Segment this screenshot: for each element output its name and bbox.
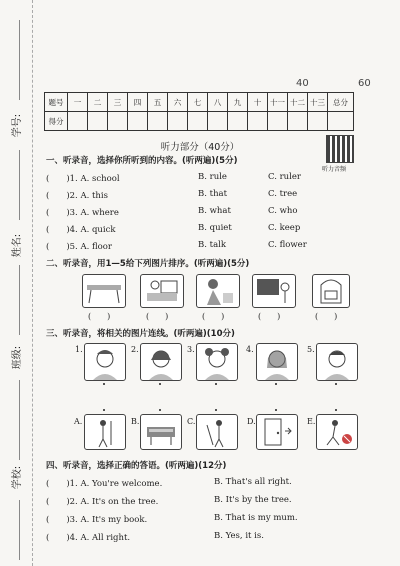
score-label-cell: 得分: [45, 112, 68, 131]
score-input-cell[interactable]: [228, 112, 248, 131]
option-a: ( )4. A. quick: [46, 225, 116, 235]
answer-paren[interactable]: ( ): [146, 312, 169, 321]
score-header-cell: 九: [228, 93, 248, 112]
score-input-cell[interactable]: [288, 112, 308, 131]
picture-number: 3.: [187, 345, 195, 354]
girl-face-icon: [141, 344, 181, 380]
picture-letter: C.: [187, 417, 196, 426]
option-b: B. what: [198, 206, 231, 216]
score-header-row: [45, 93, 354, 112]
no-running-icon: [317, 415, 357, 449]
connect-dot[interactable]: [275, 409, 277, 411]
score-input-cell[interactable]: [68, 112, 88, 131]
line-school-2: [19, 500, 20, 560]
score-header-cell: 题号: [45, 93, 68, 112]
section-4-title: 四、听录音，选择正确的答语。(听两遍)(12分): [46, 461, 227, 471]
line-student-id: [19, 20, 20, 100]
picture-letter: A.: [74, 417, 83, 426]
score-header-cell: 五: [148, 93, 168, 112]
picture-e-no-running: [316, 414, 358, 450]
label-name: 姓名:: [12, 233, 24, 258]
score-header-cell: 总分: [328, 93, 354, 112]
connect-dot[interactable]: [275, 383, 277, 385]
connect-dot[interactable]: [103, 383, 105, 385]
score-header-cell: 十三: [308, 93, 328, 112]
door-icon: [257, 415, 297, 449]
picture-a-sweep: [84, 414, 126, 450]
option-c: C. ruler: [268, 172, 301, 182]
qr-label: 听力音频: [322, 166, 347, 173]
option-a: ( )3. A. It's my book.: [46, 515, 148, 525]
line-name: [19, 150, 20, 220]
option-b: B. that: [198, 189, 228, 199]
score-value-row: [45, 112, 354, 131]
option-b: B. Yes, it is.: [214, 531, 264, 541]
score-input-cell[interactable]: [168, 112, 188, 131]
score-header-cell: 一: [68, 93, 88, 112]
qr-code-icon[interactable]: [326, 135, 354, 163]
picture-letter: B.: [131, 417, 140, 426]
answer-paren[interactable]: ( ): [202, 312, 225, 321]
section-3-title: 三、听录音，将相关的图片连线。(听两遍)(10分): [46, 329, 235, 339]
score-input-cell[interactable]: [128, 112, 148, 131]
score-input-cell[interactable]: [108, 112, 128, 131]
score-table: [44, 92, 354, 131]
connect-dot[interactable]: [159, 409, 161, 411]
picture-desk: [82, 274, 126, 308]
section-2-title: 二、听录音，用1—5给下列图片排序。(听两遍)(5分): [46, 259, 250, 269]
answer-paren[interactable]: ( ): [258, 312, 281, 321]
person-broom-icon: [197, 415, 237, 449]
picture-b-desk: [140, 414, 182, 450]
score-input-cell[interactable]: [328, 112, 354, 131]
connect-dot[interactable]: [215, 409, 217, 411]
picture-girl-2: [140, 343, 182, 381]
score-input-cell[interactable]: [148, 112, 168, 131]
picture-number: 2.: [131, 345, 139, 354]
option-c: C. tree: [268, 189, 298, 199]
binding-line: [32, 0, 33, 566]
line-class: [19, 265, 20, 335]
option-c: C. flower: [268, 240, 307, 250]
picture-boy-1: [84, 343, 126, 381]
option-b: B. rule: [198, 172, 227, 182]
boy-reading-icon: [141, 275, 183, 307]
score-header-cell: 八: [208, 93, 228, 112]
score-header-cell: 六: [168, 93, 188, 112]
option-a: ( )2. A. this: [46, 191, 108, 201]
picture-number: 5.: [307, 345, 315, 354]
label-class: 班级:: [12, 345, 24, 370]
desk-icon: [141, 415, 181, 449]
picture-letter: D.: [247, 417, 256, 426]
option-c: C. keep: [268, 223, 301, 233]
score-header-cell: 二: [88, 93, 108, 112]
option-b: B. quiet: [198, 223, 232, 233]
option-c: C. who: [268, 206, 298, 216]
option-b: B. That is my mum.: [214, 513, 298, 523]
boy-face-icon: [317, 344, 357, 380]
score-input-cell[interactable]: [88, 112, 108, 131]
connect-dot[interactable]: [215, 383, 217, 385]
answer-paren[interactable]: ( ): [315, 312, 338, 321]
option-a: ( )5. A. floor: [46, 242, 112, 252]
boy-face-icon: [85, 344, 125, 380]
girl-face-icon: [197, 344, 237, 380]
line-school: [19, 380, 20, 460]
option-b: B. It's by the tree.: [214, 495, 292, 505]
score-header-cell: 四: [128, 93, 148, 112]
score-input-cell[interactable]: [188, 112, 208, 131]
picture-schoolbag: [312, 274, 350, 308]
section-1-title: 一、听录音，选择你所听到的内容。(听两遍)(5分): [46, 156, 238, 166]
score-header-cell: 十: [248, 93, 268, 112]
picture-boy-5: [316, 343, 358, 381]
picture-number: 1.: [75, 345, 83, 354]
picture-letter: E.: [307, 417, 316, 426]
score-input-cell[interactable]: [208, 112, 228, 131]
option-b: B. talk: [198, 240, 227, 250]
score-input-cell[interactable]: [268, 112, 288, 131]
schoolbag-icon: [313, 275, 349, 307]
picture-blackboard: [252, 274, 296, 308]
connect-dot[interactable]: [335, 409, 337, 411]
listening-title: 听力部分（40分）: [160, 142, 240, 153]
score-header-cell: 三: [108, 93, 128, 112]
score-header-cell: 十二: [288, 93, 308, 112]
picture-number: 4.: [246, 345, 254, 354]
connect-dot[interactable]: [103, 409, 105, 411]
desk-icon: [83, 275, 125, 307]
picture-girl-3: [196, 343, 238, 381]
handwritten-b: 60: [358, 78, 371, 89]
label-school: 学校:: [12, 465, 24, 490]
picture-girl-4: [256, 343, 298, 381]
label-student-id: 学号:: [12, 113, 24, 138]
score-header-cell: 十一: [268, 93, 288, 112]
option-a: ( )1. A. You're welcome.: [46, 479, 163, 489]
option-a: ( )4. A. All right.: [46, 533, 131, 543]
connect-dot[interactable]: [335, 383, 337, 385]
picture-classroom: [140, 274, 184, 308]
score-input-cell[interactable]: [308, 112, 328, 131]
blackboard-icon: [253, 275, 295, 307]
person-mop-icon: [85, 415, 125, 449]
connect-dot[interactable]: [159, 383, 161, 385]
picture-c-broom: [196, 414, 238, 450]
option-b: B. That's all right.: [214, 477, 292, 487]
answer-paren[interactable]: ( ): [88, 312, 111, 321]
score-header-cell: 七: [188, 93, 208, 112]
picture-girl: [196, 274, 240, 308]
picture-d-door: [256, 414, 298, 450]
girl-icon: [197, 275, 239, 307]
handwritten-a: 40: [296, 78, 309, 89]
option-a: ( )1. A. school: [46, 174, 120, 184]
option-a: ( )3. A. where: [46, 208, 119, 218]
score-input-cell[interactable]: [248, 112, 268, 131]
girl-face-icon: [257, 344, 297, 380]
option-a: ( )2. A. It's on the tree.: [46, 497, 159, 507]
